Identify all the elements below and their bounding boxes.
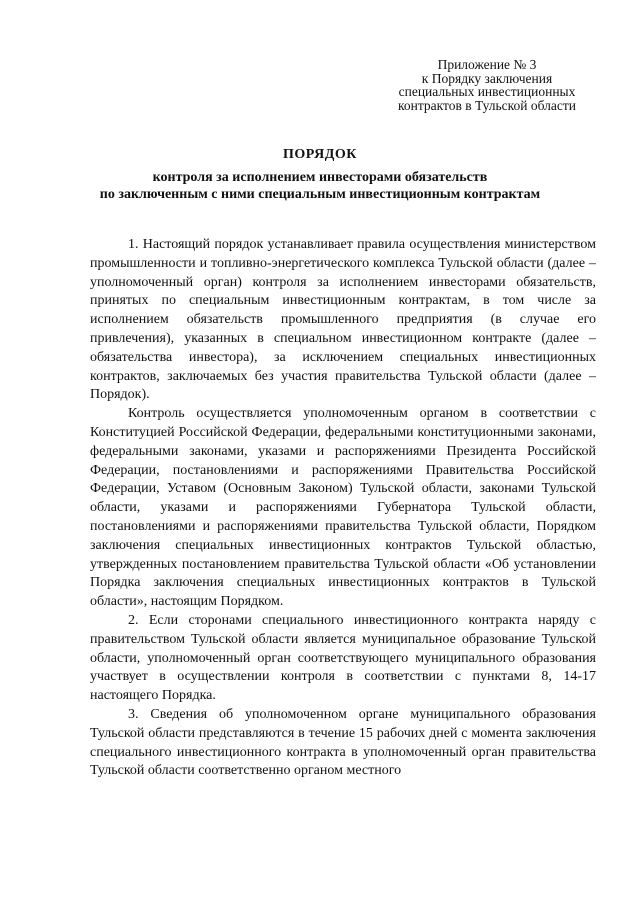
title-line-2: по заключенным с ними специальным инвестиционным контрактам <box>99 187 541 202</box>
appendix-line-2: к Порядку заключения <box>421 70 553 86</box>
title-line-1: контроля за исполнением инвесторами обязательств <box>152 170 488 185</box>
document-body <box>90 236 596 781</box>
document-title <box>0 146 640 203</box>
appendix-line-1: Приложение № 3 <box>437 57 537 72</box>
appendix-line-4: контрактов в Тульской области <box>398 97 576 113</box>
paragraph-2: Контроль осуществляется уполномоченным органом в соответствии с Конституцией Российской Федерации, федеральными конституционными законами, федеральными законами, указами и распоряжениями Президента Российской Федерации, постановлениями и распоряжениями Правительства Российской Федерации, Уставом (Основным Законом) Тульской области, законами Тульской области, указами и распоряжениями Губернатора Тульской области, постановлениями и распоряжениями правительства Тульской области, Порядком заключения специальных инвестиционных контрактов Тульской областью, утвержденных постановлением правительства Тульской области «Об установлении Порядка заключения специальных инвестиционных контрактов в Тульской области», настоящим Порядком. <box>90 406 596 610</box>
title-main: ПОРЯДОК <box>283 147 357 162</box>
paragraph-4: 3. Сведения об уполномоченном органе муниципального образования Тульской области представляются в течение 15 рабочих дней с момента заключения специального инвестиционного контракта в уполномоченный орган правительства Тульской области соответственно органом местного <box>90 706 596 779</box>
paragraph-1: 1. Настоящий порядок устанавливает правила осуществления министерством промышленности и топливно-энергетического комплекса Тульской области (далее – уполномоченный орган) контроля за исполнением инвесторами обязательств, принятых по специальным инвестиционным контрактам, в том числе за исполнением обязательств промышленного предприятия (в случае его привлечения), указанных в специальном инвестиционном контракте (далее – обязательства инвестора), за исключением специальных инвестиционных контрактов, заключаемых без участия правительства Тульской области (далее – Порядок). <box>90 237 596 403</box>
appendix-line-3: специальных инвестиционных <box>398 84 576 99</box>
paragraph-3: 2. Если сторонами специального инвестиционного контракта наряду с правительством Тульской области является муниципальное образование Тульской области, уполномоченный орган соответствующего муниципального образования участвует в осуществлении контроля в соответствии с пунктами 8, 14-17 настоящего Порядка. <box>90 612 596 704</box>
appendix-block <box>382 58 592 112</box>
